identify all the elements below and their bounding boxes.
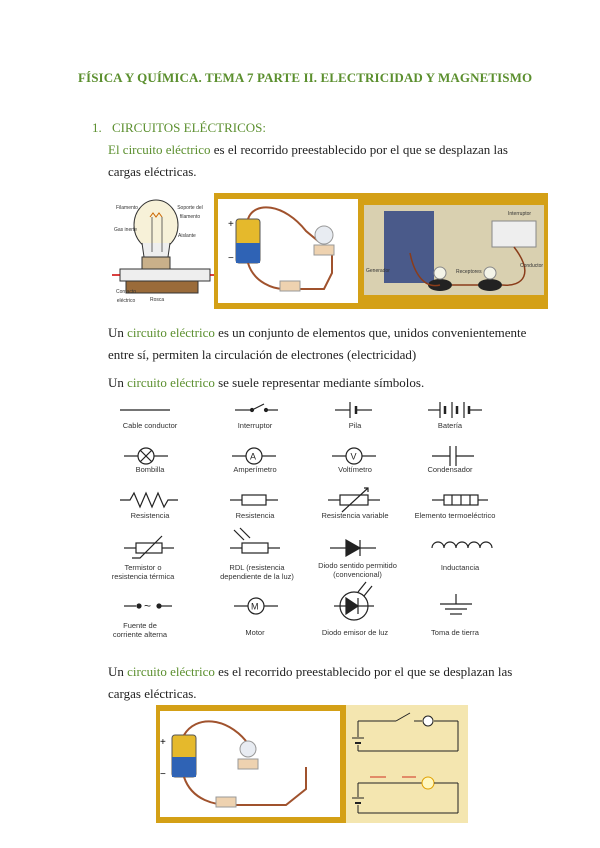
label-generator: Generador [366, 268, 390, 274]
symbol-label: Batería [437, 421, 463, 430]
label-conductor: Conductor [520, 263, 544, 269]
motor-glyph: M [251, 601, 259, 612]
minus-sign: − [228, 253, 234, 264]
battery-circuit-photo [214, 193, 548, 309]
symbol-label: Bombilla [135, 465, 165, 474]
paragraph-text: es el recorrido preestablecido por el que se desplazan las cargas eléctricas. [108, 142, 508, 179]
term-circuito: El circuito eléctrico [108, 142, 211, 157]
paragraph-text: se suele representar mediante símbolos. [214, 375, 425, 390]
label-contact: Contacto eléctrico [115, 289, 136, 304]
plus-sign: + [160, 737, 166, 748]
section-title: CIRCUITOS ELÉCTRICOS: [112, 120, 266, 135]
symbol-label: Termistor o resistencia térmica [111, 563, 175, 581]
symbol-label: Interruptor [237, 421, 273, 430]
symbol-label: Resistencia [130, 511, 170, 520]
symbol-label: Amperímetro [233, 465, 277, 474]
symbol-label: Toma de tierra [431, 628, 479, 637]
symbol-grid [110, 398, 530, 643]
ground-symbol [440, 594, 472, 614]
diode-symbol [330, 540, 376, 556]
symbol-label: Elemento termoeléctrico [414, 511, 496, 520]
label-switch: Interruptor [508, 211, 532, 217]
paragraph-definition-1 [108, 139, 538, 183]
ldr-symbol [230, 528, 280, 553]
resistor-box-symbol [230, 495, 278, 505]
thermistor-symbol [124, 536, 174, 558]
term-circuito: circuito eléctrico [127, 664, 215, 679]
switch-photo [280, 281, 300, 291]
paragraph-definition-3 [108, 661, 538, 705]
minus-sign: − [160, 769, 166, 780]
symbol-label: Condensador [427, 465, 473, 474]
cell-symbol [335, 402, 372, 418]
symbol-label: Voltímetro [338, 465, 372, 474]
label-thread: Rosca [150, 297, 165, 303]
bulb-neck [142, 243, 170, 257]
paragraph-symbols-intro [108, 372, 538, 394]
variable-resistor-symbol [328, 488, 380, 512]
paragraph-text: es un conjunto de elementos que, unidos convenientemente entre sí, permiten la circulación de electrones (electricidad) [108, 325, 527, 362]
section-number: 1. [92, 120, 102, 135]
symbol-label: RDL (resistencia dependiente de la luz) [220, 563, 294, 581]
symbol-label: Resistencia variable [321, 511, 389, 520]
paragraph-definition-2 [108, 322, 538, 366]
lamp [315, 226, 333, 244]
text-prefix: Un [108, 664, 128, 679]
label-gas: Gas inerte [114, 227, 138, 233]
section-heading [92, 120, 266, 136]
resistor-zigzag-symbol [120, 493, 178, 507]
symbol-label: Diodo sentido permitido (convencional) [318, 561, 397, 579]
ac-glyph: ~ [144, 599, 152, 613]
switch-symbol [235, 404, 278, 412]
label-insulator: Aislante [178, 233, 196, 239]
ammeter-glyph: A [250, 451, 257, 462]
symbol-label: Cable conductor [122, 421, 178, 430]
text-prefix: Un [108, 375, 128, 390]
voltmeter-glyph: V [350, 451, 357, 462]
inductor-symbol [432, 542, 492, 548]
label-receptor: Receptores [456, 269, 482, 275]
symbol-label: Pila [348, 421, 362, 430]
symbol-label: Resistencia [235, 511, 275, 520]
thermoelectric-symbol [432, 495, 488, 505]
label-filament: Filamento [116, 205, 138, 211]
plus-sign: + [228, 219, 234, 230]
symbol-label: Fuente de corriente alterna [112, 621, 168, 639]
text-prefix: Un [108, 325, 128, 340]
term-circuito: circuito eléctrico [127, 375, 215, 390]
symbol-label: Inductancia [440, 563, 480, 572]
battery-symbol [428, 402, 482, 418]
document-title: FÍSICA Y QUÍMICA. TEMA 7 PARTE II. ELECTRICIDAD Y MAGNETISMO [78, 70, 533, 85]
bulb-symbol [124, 448, 168, 464]
bulb-base [120, 269, 210, 281]
circuit-comparison-figure [156, 705, 468, 823]
term-circuito: circuito eléctrico [127, 325, 215, 340]
paragraph-text: es el recorrido preestablecido por el que se desplazan las cargas eléctricas. [108, 664, 513, 701]
symbol-label: Motor [245, 628, 265, 637]
capacitor-symbol [432, 446, 474, 466]
symbol-label: Diodo emisor de luz [321, 628, 389, 637]
label-support: Soporte del filamento [177, 205, 203, 220]
led-symbol [334, 582, 374, 620]
